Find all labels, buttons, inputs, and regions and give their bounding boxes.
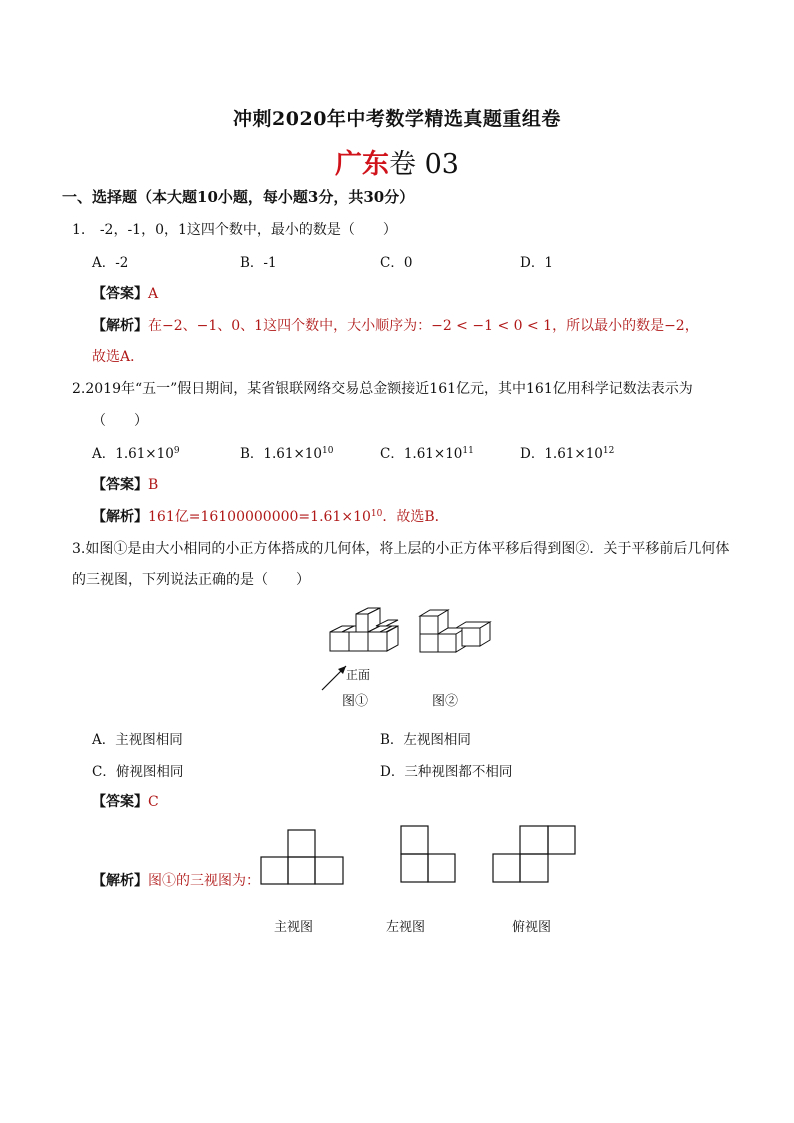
question-1-stem xyxy=(72,219,397,239)
page-subtitle xyxy=(0,142,794,181)
question-3-option-c: C．俯视图相同 xyxy=(92,764,184,780)
question-3-analysis xyxy=(92,870,260,890)
question-1-text: -2，-1，0，1这四个数中，最小的数是（ ） xyxy=(99,222,397,238)
analysis-text: 161亿=16100000000=1.61×10 xyxy=(148,509,371,525)
subtitle-paper-number: 卷 03 xyxy=(389,149,459,180)
question-1-answer xyxy=(92,283,158,303)
analysis-text: 在−2、−1、0、1这四个数中，大小顺序为：−2 < −1 < 0 < 1，所以最小的数是−2， xyxy=(148,318,699,334)
question-3-text: 如图①是由大小相同的小正方体搭成的几何体，将上层的小正方体平移后得到图②．关于平移前后几何体 xyxy=(85,541,730,557)
option-exponent: 9 xyxy=(173,446,180,456)
question-2-number: 2. xyxy=(72,381,86,397)
front-view-label: 主视图 xyxy=(274,920,314,935)
analysis-text: 图①的三视图为： xyxy=(148,873,260,889)
question-2-option-d xyxy=(520,442,614,462)
answer-value: A xyxy=(148,286,159,302)
question-2-option-a xyxy=(92,442,180,462)
figure-2-cubes xyxy=(414,604,494,660)
answer-value: C xyxy=(148,794,159,810)
analysis-exponent: 10 xyxy=(370,509,383,519)
left-view-label: 左视图 xyxy=(386,920,426,935)
figure-2-caption: 图② xyxy=(432,694,459,709)
analysis-tag: 【解析】 xyxy=(92,509,148,525)
figure-1-caption: 图① xyxy=(342,694,369,709)
answer-tag: 【答案】 xyxy=(92,794,148,810)
question-1-option-b: B．-1 xyxy=(240,255,277,271)
option-base: B．1.61×10 xyxy=(240,446,322,462)
option-exponent: 12 xyxy=(602,446,615,456)
question-1-analysis xyxy=(92,315,699,335)
option-base: D．1.61×10 xyxy=(520,446,603,462)
question-2-text: 2019年“五一”假日期间，某省银联网络交易总金额接近161亿元，其中161亿用科学记数法表示为 xyxy=(85,381,693,397)
question-2-analysis xyxy=(92,506,449,526)
question-1-option-d: D．1 xyxy=(520,255,553,271)
top-view-drawing xyxy=(490,824,580,888)
question-1-analysis-continued: 故选A． xyxy=(92,349,145,365)
question-1-number: 1. xyxy=(72,222,86,238)
question-3-stem xyxy=(72,538,729,558)
answer-tag: 【答案】 xyxy=(92,286,148,302)
question-3-stem-continued: 的三视图，下列说法正确的是（ ） xyxy=(72,572,310,588)
question-3-option-a: A．主视图相同 xyxy=(92,732,183,748)
analysis-conclusion: ．故选B． xyxy=(382,509,449,525)
page-title: 冲刺2020年中考数学精选真题重组卷 xyxy=(233,108,561,130)
question-3-answer xyxy=(92,791,159,811)
question-2-option-b xyxy=(240,442,333,462)
subtitle-province: 广东 xyxy=(335,149,390,180)
left-view-drawing xyxy=(398,824,460,888)
question-3-number: 3. xyxy=(72,541,86,557)
option-base: C．1.61×10 xyxy=(380,446,463,462)
analysis-tag: 【解析】 xyxy=(92,318,148,334)
answer-tag: 【答案】 xyxy=(92,477,148,493)
question-3-option-b: B．左视图相同 xyxy=(380,732,471,748)
option-exponent: 10 xyxy=(321,446,334,456)
analysis-tag: 【解析】 xyxy=(92,873,148,889)
question-2-stem-continued: （ ） xyxy=(92,413,148,429)
question-2-stem xyxy=(72,378,693,398)
question-1-option-c: C．0 xyxy=(380,255,413,271)
option-exponent: 11 xyxy=(462,446,474,456)
question-2-option-c xyxy=(380,442,474,462)
option-base: A．1.61×10 xyxy=(92,446,174,462)
figure-1-front-label: 正面 xyxy=(346,668,371,682)
question-3-option-d: D．三种视图都不相同 xyxy=(380,764,513,780)
answer-value: B xyxy=(148,477,159,493)
section-heading: 一、选择题（本大题10小题，每小题3分，共30分） xyxy=(62,188,415,206)
top-view-label: 俯视图 xyxy=(512,920,552,935)
question-2-answer xyxy=(92,474,158,494)
front-view-drawing xyxy=(260,828,350,888)
question-1-option-a: A．-2 xyxy=(92,255,129,271)
